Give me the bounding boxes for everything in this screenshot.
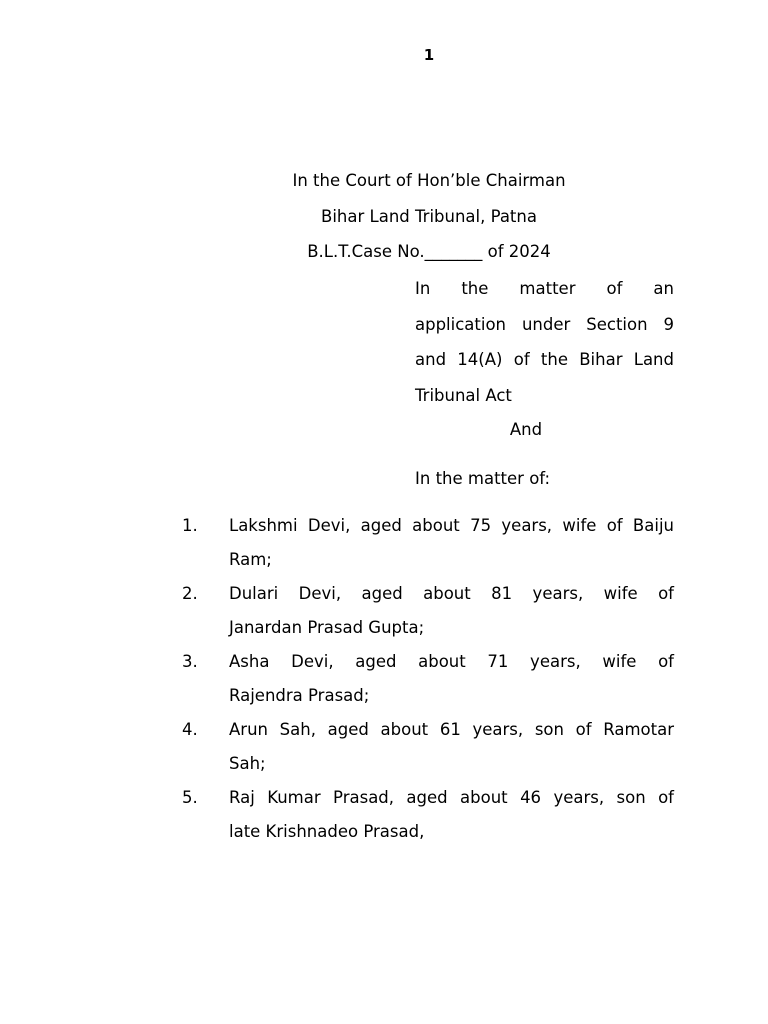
party-text: Janardan Prasad Gupta; — [229, 618, 425, 637]
court-title: In the Court of Hon’ble Chairman — [292, 171, 566, 190]
party-text: Sah; — [229, 754, 266, 773]
party-number: 1. — [182, 516, 198, 535]
party-item — [182, 720, 674, 788]
page-number: 1 — [423, 46, 435, 64]
tribunal-name: Bihar Land Tribunal, Patna — [321, 207, 537, 226]
party-number: 2. — [182, 584, 198, 603]
party-text: Ram; — [229, 550, 272, 569]
matter-line: In the matter of an — [415, 279, 674, 298]
party-item — [182, 584, 674, 652]
and-connector: And — [509, 420, 543, 439]
party-text: Rajendra Prasad; — [229, 686, 370, 705]
party-item — [182, 788, 674, 856]
in-the-matter-of-heading: In the matter of: — [415, 469, 551, 488]
matter-description — [415, 279, 674, 421]
party-text: Lakshmi Devi, aged about 75 years, wife of Baiju — [229, 516, 674, 535]
party-text: late Krishnadeo Prasad, — [229, 822, 425, 841]
party-text: Raj Kumar Prasad, aged about 46 years, son of — [229, 788, 674, 807]
case-number: B.L.T.Case No._______ of 2024 — [307, 242, 551, 261]
party-number: 5. — [182, 788, 198, 807]
matter-line: Tribunal Act — [415, 385, 512, 405]
party-number: 4. — [182, 720, 198, 739]
party-item — [182, 516, 674, 584]
matter-line: application under Section 9 — [415, 314, 674, 334]
party-text: Arun Sah, aged about 61 years, son of Ramotar — [229, 720, 674, 739]
party-number: 3. — [182, 652, 198, 671]
party-text: Asha Devi, aged about 71 years, wife of — [229, 652, 674, 671]
party-list — [182, 516, 674, 856]
matter-line: and 14(A) of the Bihar Land — [415, 350, 674, 369]
party-item — [182, 652, 674, 720]
party-text: Dulari Devi, aged about 81 years, wife of — [229, 584, 674, 603]
